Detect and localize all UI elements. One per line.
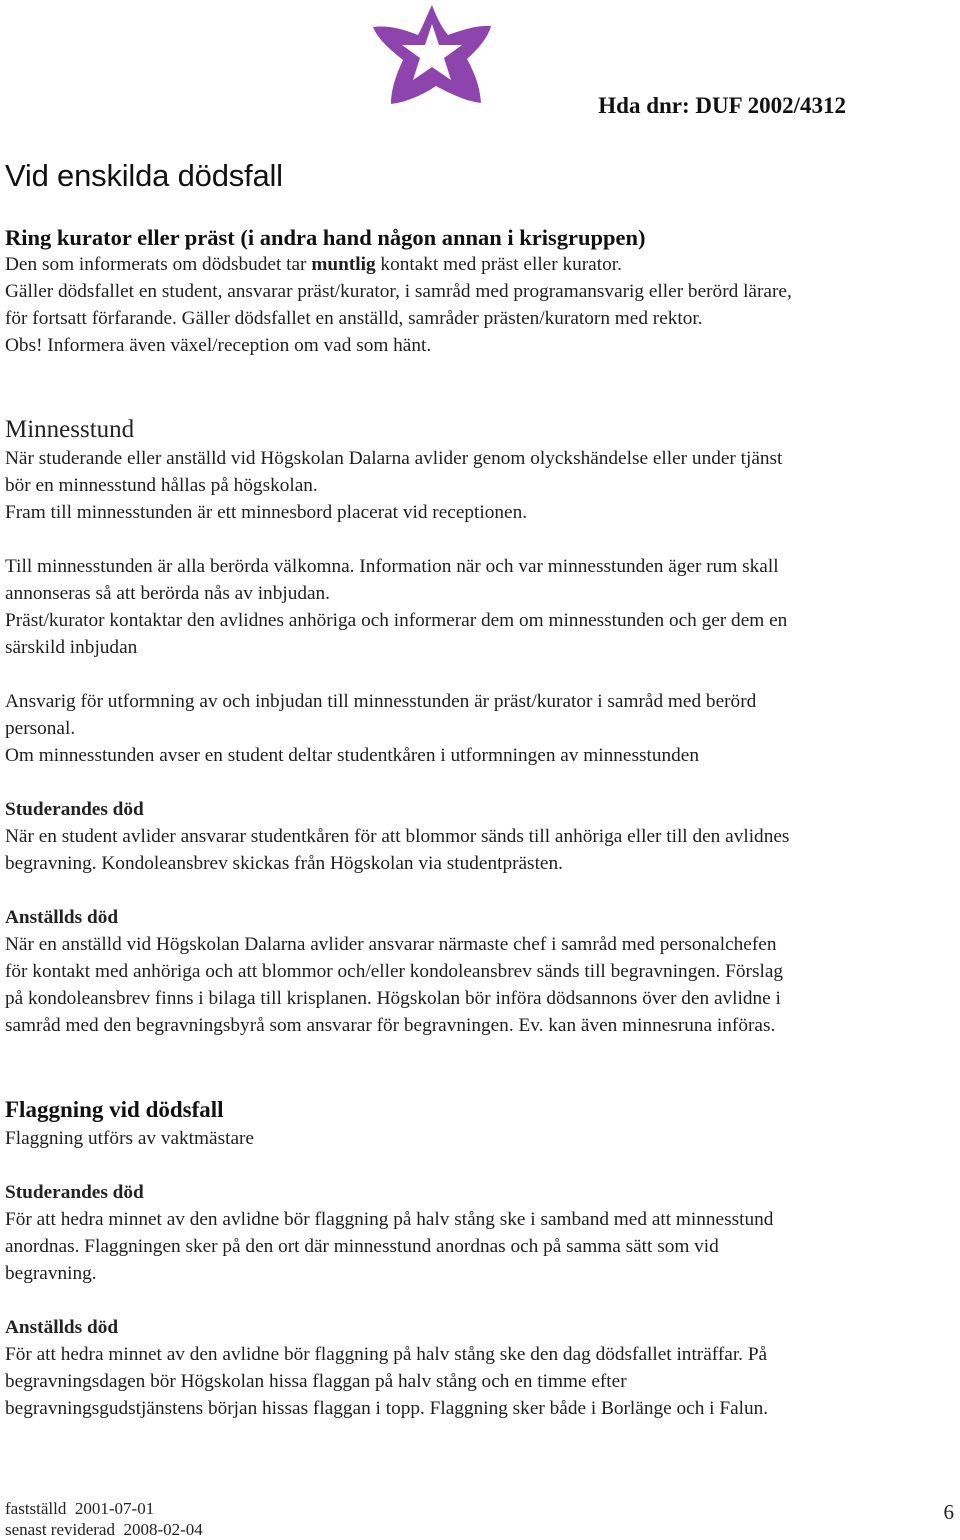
paragraph-line: annonseras så att berörda nås av inbjudan. (5, 583, 330, 604)
paragraph-line: Flaggning utförs av vaktmästare (5, 1128, 254, 1149)
paragraph-line: personal. (5, 718, 76, 739)
page-number: 6 (943, 1500, 954, 1524)
subsection-heading: Studerandes död (5, 1182, 144, 1203)
footer (5, 1498, 203, 1540)
paragraph-line: Fram till minnesstunden är ett minnesbord placerat vid receptionen. (5, 502, 528, 523)
page-title: Vid enskilda dödsfall (5, 158, 283, 193)
document-number: Hda dnr: DUF 2002/4312 (598, 93, 846, 118)
paragraph-line: Ansvarig för utformning av och inbjudan till minnesstunden är präst/kurator i samråd med berörd (5, 691, 757, 712)
section-minnesstund (5, 415, 960, 769)
revised-date: senast reviderad 2008-02-04 (5, 1520, 203, 1539)
paragraph-line: Till minnesstunden är alla berörda välkomna. Information när och var minnesstunden äger rum skall (5, 556, 779, 577)
paragraph-line: begravningsdagen bör Högskolan hissa flaggan på halv stång och en timme efter (5, 1371, 627, 1392)
established-date: fastställd 2001-07-01 (5, 1499, 155, 1518)
paragraph-line: för fortsatt förfarande. Gäller dödsfallet en anställd, samråder prästen/kuratorn med rektor. (5, 308, 703, 329)
paragraph-line: för kontakt med anhöriga och att blommor och/eller kondoleansbrev sänds till begravningen. Förslag (5, 961, 784, 982)
paragraph-line: samråd med den begravningsbyrå som ansvarar för begravningen. Ev. kan även minnesruna införas. (5, 1015, 776, 1036)
paragraph-line: på kondoleansbrev finns i bilaga till krisplanen. Högskolan bör införa dödsannons över den avlidne i (5, 988, 781, 1009)
paragraph-line: När en student avlider ansvarar studentkåren för att blommor sänds till anhöriga eller till den avlidnes (5, 826, 790, 847)
paragraph-line: anordnas. Flaggningen sker på den ort där minnesstund anordnas och på samma sätt som vid (5, 1236, 719, 1257)
section-contact (5, 224, 960, 359)
paragraph-line: begravning. Kondoleansbrev skickas från Högskolan via studentprästen. (5, 853, 563, 874)
section-anstallds-dod (5, 904, 960, 1039)
section-heading: Ring kurator eller präst (i andra hand någon annan i krisgruppen) (5, 225, 646, 250)
paragraph-line: Präst/kurator kontaktar den avlidnes anhöriga och informerar dem om minnesstunden och ger dem en (5, 610, 788, 631)
section-flaggning (5, 1095, 960, 1152)
paragraph-line: När en anställd vid Högskolan Dalarna avlider ansvarar närmaste chef i samråd med personalchefen (5, 934, 777, 955)
subsection-heading: Anställds död (5, 1317, 119, 1338)
paragraph-line: När studerande eller anställd vid Högskolan Dalarna avlider genom olyckshändelse eller under tjänst (5, 448, 783, 469)
paragraph-line: För att hedra minnet av den avlidne bör flaggning på halv stång ske den dag dödsfallet inträffar. På (5, 1344, 768, 1365)
section-studerandes-dod (5, 796, 960, 877)
section-heading: Minnesstund (5, 416, 135, 443)
paragraph-line: bör en minnesstund hållas på högskolan. (5, 475, 318, 496)
section-heading: Flaggning vid dödsfall (5, 1097, 224, 1122)
subsection-heading: Anställds död (5, 907, 119, 928)
paragraph-line: Gäller dödsfallet en student, ansvarar präst/kurator, i samråd med programansvarig eller berörd lärare, (5, 281, 792, 302)
paragraph-line: särskild inbjudan (5, 637, 138, 658)
paragraph-line: Om minnesstunden avser en student deltar studentkåren i utformningen av minnesstunden (5, 745, 699, 766)
paragraph-line: begravning. (5, 1263, 97, 1284)
paragraph-line: Obs! Informera även växel/reception om vad som hänt. (5, 335, 432, 356)
section-flag-anstallds-dod (5, 1314, 960, 1422)
paragraph-line: För att hedra minnet av den avlidne bör flaggning på halv stång ske i samband med att minnesstund (5, 1209, 774, 1230)
paragraph-line: begravningsgudstjänstens början hissas flaggan i topp. Flaggning sker både i Borlänge och i Falun. (5, 1398, 769, 1419)
emphasis-text: muntlig (311, 254, 376, 275)
star-flower-logo (370, 2, 494, 110)
section-flag-studerandes-dod (5, 1179, 960, 1287)
subsection-heading: Studerandes död (5, 799, 144, 820)
paragraph-line: Den som informerats om dödsbudet tar muntlig kontakt med präst eller kurator. (5, 254, 622, 275)
